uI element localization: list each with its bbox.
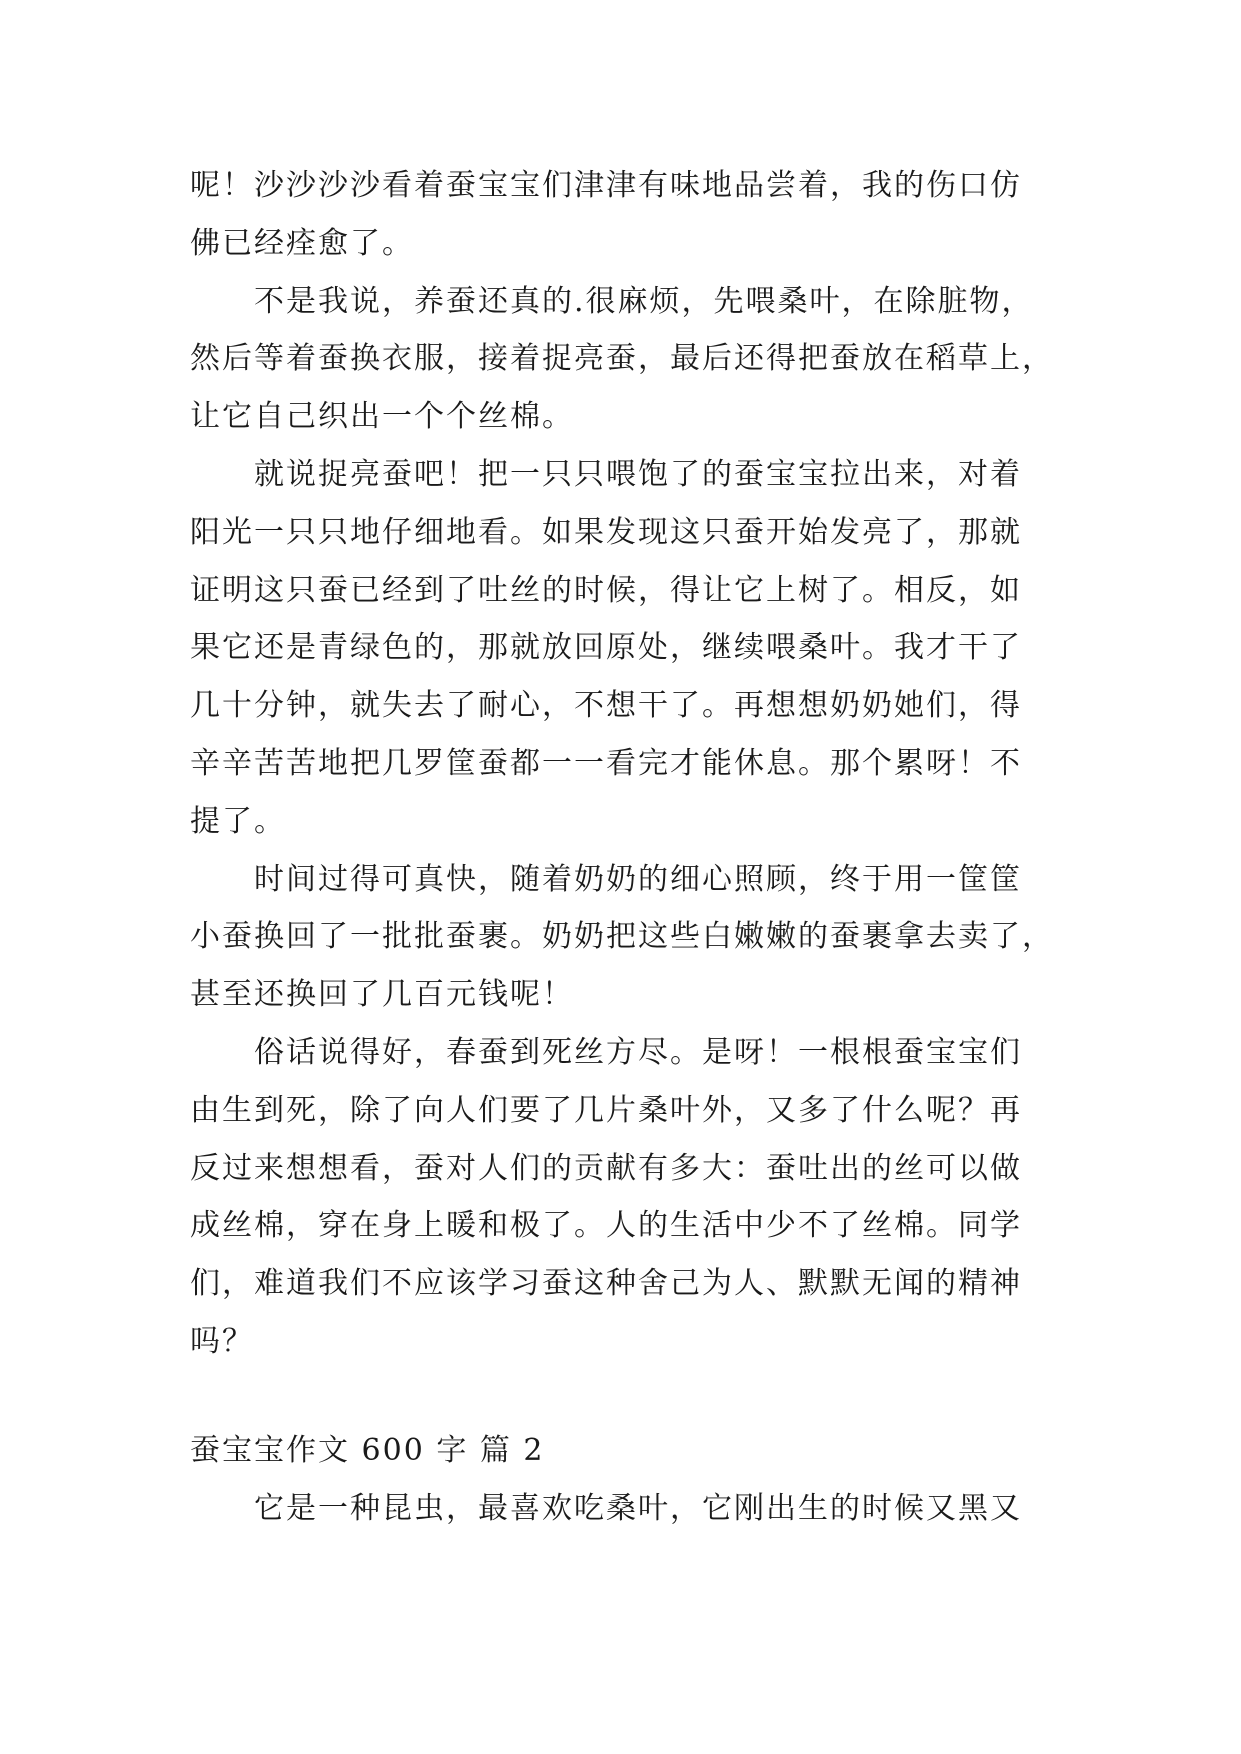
paragraph-start-line: 时间过得可真快，随着奶奶的细心照顾，终于用一筐筐 (254, 861, 1022, 897)
text-line: 然后等着蚕换衣服，接着捉亮蚕，最后还得把蚕放在稻草上， (190, 341, 1054, 377)
text-line: 呢！沙沙沙沙看着蚕宝宝们津津有味地品尝着，我的伤口仿 (190, 168, 1022, 203)
text-line: 证明这只蚕已经到了吐丝的时候，得让它上树了。相反，如 (190, 572, 1022, 608)
text-line: 由生到死，除了向人们要了几片桑叶外，又多了什么呢？再 (190, 1092, 1022, 1128)
section-heading: 蚕宝宝作文 600 字 篇 2 (190, 1432, 545, 1468)
text-line: 提了。 (190, 803, 286, 839)
text-line: 让它自己织出一个个丝棉。 (190, 399, 574, 435)
text-line: 反过来想想看，蚕对人们的贡献有多大：蚕吐出的丝可以做 (190, 1150, 1022, 1186)
paragraph-start-line: 它是一种昆虫，最喜欢吃桑叶，它刚出生的时候又黑又 (254, 1490, 1022, 1526)
document-body (190, 157, 1070, 1537)
text-line: 阳光一只只地仔细地看。如果发现这只蚕开始发亮了，那就 (190, 514, 1022, 550)
text-line: 佛已经痊愈了。 (190, 225, 414, 261)
text-line: 辛辛苦苦地把几罗筐蚕都一一看完才能休息。那个累呀！不 (190, 745, 1022, 781)
text-line: 成丝棉，穿在身上暖和极了。人的生活中少不了丝棉。同学 (190, 1208, 1022, 1244)
paragraph-start-line: 就说捉亮蚕吧！把一只只喂饱了的蚕宝宝拉出来，对着 (254, 456, 1022, 492)
text-line: 们，难道我们不应该学习蚕这种舍己为人、默默无闻的精神 (190, 1266, 1022, 1302)
text-line: 几十分钟，就失去了耐心，不想干了。再想想奶奶她们，得 (190, 688, 1022, 724)
text-line: 吗？ (190, 1323, 254, 1359)
text-line: 小蚕换回了一批批蚕裹。奶奶把这些白嫩嫩的蚕裹拿去卖了， (190, 919, 1054, 955)
paragraph-start-line: 俗话说得好，春蚕到死丝方尽。是呀！一根根蚕宝宝们 (254, 1034, 1022, 1070)
text-line: 甚至还换回了几百元钱呢！ (190, 977, 574, 1013)
text-line: 果它还是青绿色的，那就放回原处，继续喂桑叶。我才干了 (190, 630, 1022, 666)
paragraph-start-line: 不是我说，养蚕还真的.很麻烦，先喂桑叶，在除脏物， (254, 283, 1034, 319)
